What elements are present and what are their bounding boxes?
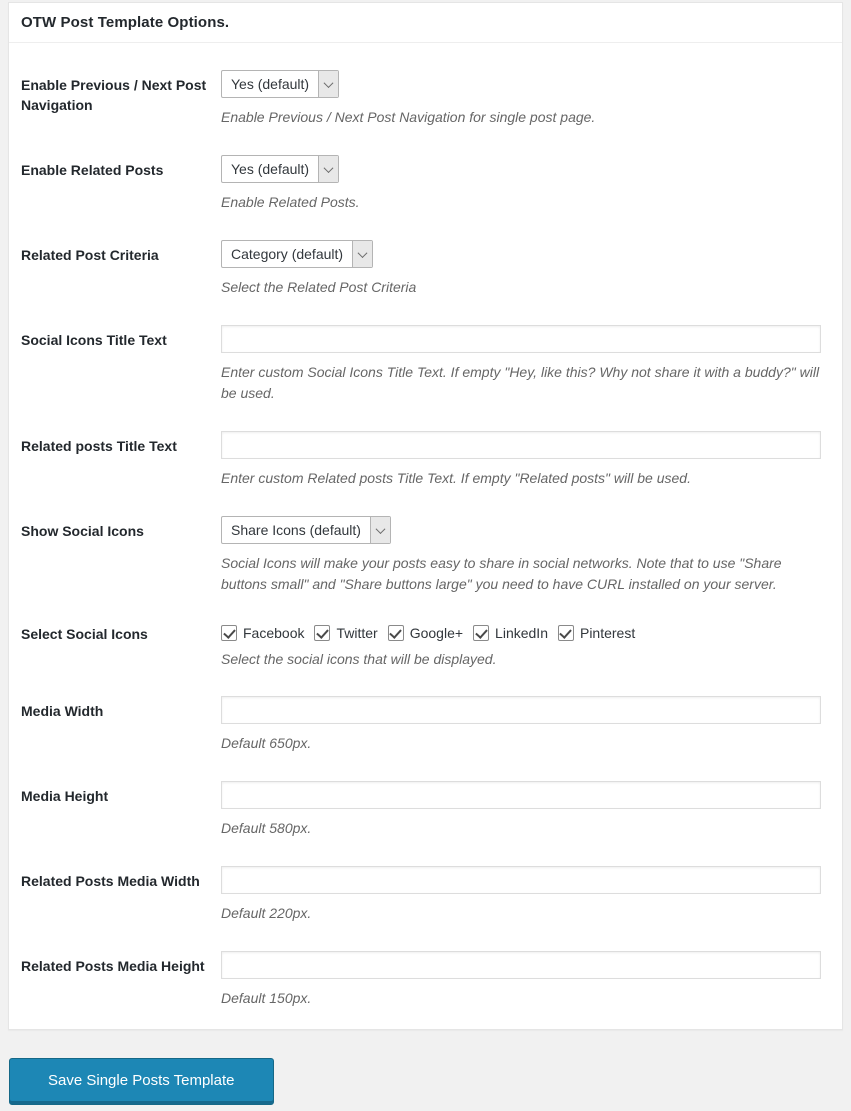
field-description: Default 650px.	[221, 735, 312, 751]
chevron-down-icon	[318, 71, 338, 97]
field-label: Enable Previous / Next Post Navigation	[21, 77, 207, 113]
chevron-down-icon	[352, 241, 372, 267]
field-description: Enter custom Social Icons Title Text. If empty "Hey, like this? Why not share it with a buddy?" will be used.	[221, 364, 820, 401]
panel-header	[9, 3, 842, 43]
row-select-social-icons	[21, 622, 830, 670]
checkbox-twitter[interactable]	[314, 622, 377, 644]
row-enable-prev-next	[21, 70, 830, 128]
chevron-down-icon	[370, 517, 390, 543]
field-description: Default 220px.	[221, 905, 312, 921]
field-label: Related Posts Media Height	[21, 958, 205, 974]
field-label: Enable Related Posts	[21, 162, 164, 178]
select-value: Share Icons (default)	[231, 522, 361, 538]
settings-panel	[8, 2, 843, 1030]
social-icons-title-input[interactable]	[221, 325, 821, 353]
field-description: Select the Related Post Criteria	[221, 279, 417, 295]
row-related-posts-title	[21, 431, 830, 489]
checkbox-linkedin[interactable]	[473, 622, 548, 644]
row-related-posts-media-width	[21, 866, 830, 924]
field-label: Media Width	[21, 703, 104, 719]
row-media-height	[21, 781, 830, 839]
field-description: Default 150px.	[221, 990, 312, 1006]
field-label: Related Posts Media Width	[21, 873, 200, 889]
checkbox-icon	[221, 625, 237, 641]
checkbox-label: Pinterest	[579, 625, 636, 641]
checkbox-icon	[473, 625, 489, 641]
field-description: Default 580px.	[221, 820, 312, 836]
checkbox-google-plus[interactable]	[388, 622, 463, 644]
checkbox-facebook[interactable]	[221, 622, 304, 644]
field-description: Select the social icons that will be displayed.	[221, 651, 497, 667]
enable-prev-next-select[interactable]	[221, 70, 339, 98]
row-enable-related-posts	[21, 155, 830, 213]
media-height-input[interactable]	[221, 781, 821, 809]
checkbox-label: Google+	[409, 625, 464, 641]
related-post-criteria-select[interactable]	[221, 240, 373, 268]
field-label: Related Post Criteria	[21, 247, 159, 263]
checkbox-pinterest[interactable]	[558, 622, 635, 644]
field-label: Social Icons Title Text	[21, 332, 167, 348]
media-width-input[interactable]	[221, 696, 821, 724]
chevron-down-icon	[318, 156, 338, 182]
checkbox-icon	[314, 625, 330, 641]
checkbox-icon	[558, 625, 574, 641]
select-value: Category (default)	[231, 246, 344, 262]
checkbox-label: Facebook	[243, 625, 305, 641]
field-label: Media Height	[21, 788, 109, 804]
page-title: OTW Post Template Options.	[21, 14, 230, 31]
related-posts-title-input[interactable]	[221, 431, 821, 459]
field-description: Enable Previous / Next Post Navigation for single post page.	[221, 109, 596, 125]
field-description: Enable Related Posts.	[221, 194, 360, 210]
checkbox-label: LinkedIn	[495, 625, 548, 641]
field-label: Select Social Icons	[21, 626, 148, 642]
save-single-posts-template-button[interactable]: Save Single Posts Template	[9, 1058, 274, 1105]
row-show-social-icons	[21, 516, 830, 595]
row-related-posts-media-height	[21, 951, 830, 1009]
related-posts-media-height-input[interactable]	[221, 951, 821, 979]
form-rows	[9, 43, 842, 1029]
select-value: Yes (default)	[231, 76, 310, 92]
show-social-icons-select[interactable]	[221, 516, 391, 544]
field-description: Enter custom Related posts Title Text. If empty "Related posts" will be used.	[221, 470, 691, 486]
row-social-icons-title	[21, 325, 830, 404]
field-label: Related posts Title Text	[21, 438, 177, 454]
row-related-post-criteria	[21, 240, 830, 298]
select-value: Yes (default)	[231, 161, 310, 177]
enable-related-posts-select[interactable]	[221, 155, 339, 183]
field-description: Social Icons will make your posts easy to share in social networks. Note that to use "Share buttons small" and "Share buttons large" you need to have CURL installed on your server.	[221, 555, 782, 592]
checkbox-label: Twitter	[336, 625, 378, 641]
field-label: Show Social Icons	[21, 523, 144, 539]
social-icons-checkbox-group	[221, 622, 821, 644]
checkbox-icon	[388, 625, 404, 641]
related-posts-media-width-input[interactable]	[221, 866, 821, 894]
row-media-width	[21, 696, 830, 754]
